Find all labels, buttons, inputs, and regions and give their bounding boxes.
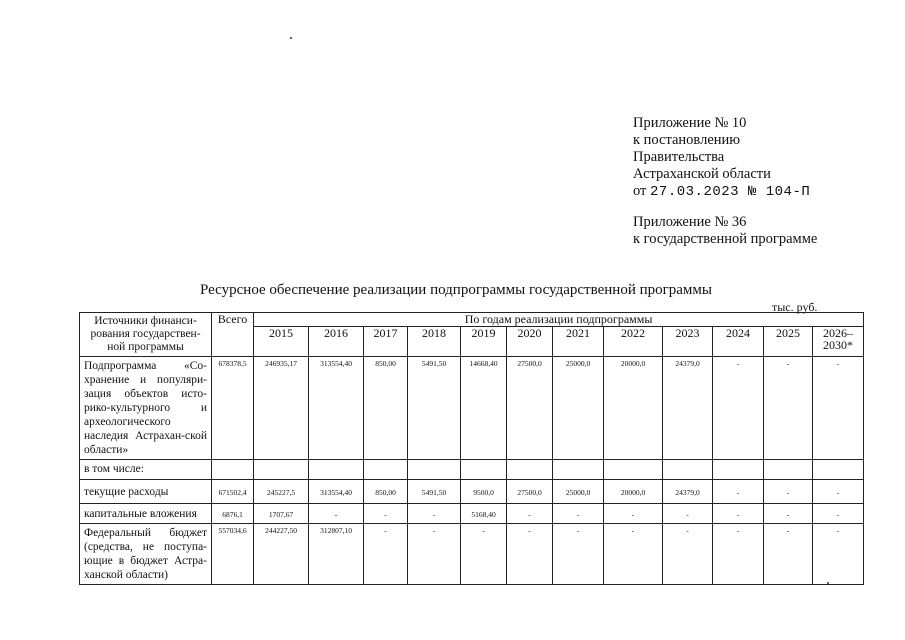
resource-table <box>79 312 864 585</box>
row-value: - <box>713 524 764 585</box>
row-value: 9500,0 <box>461 480 507 504</box>
row-value <box>764 460 813 480</box>
row-value: - <box>309 504 364 524</box>
row-value: 246935,17 <box>254 357 309 460</box>
row-value: - <box>764 357 813 460</box>
row-value: 20000,0 <box>604 480 663 504</box>
row-value: 678378,5 <box>212 357 254 460</box>
header-year: 2026–2030* <box>813 326 864 356</box>
row-value <box>461 460 507 480</box>
appendix-36-block <box>633 214 817 248</box>
header-source: Источники финанси-рования государствен-ной программы <box>80 313 212 357</box>
row-value: - <box>813 357 864 460</box>
row-value: - <box>553 524 604 585</box>
row-label: Подпрограмма «Со-хранение и популяри-зация объектов исто-рико-культурного и археологического наследия Астрахан-ской области» <box>80 357 212 460</box>
date-prefix: от <box>633 183 647 199</box>
header-year: 2022 <box>604 326 663 356</box>
row-value: 25000,0 <box>553 357 604 460</box>
row-value: 312807,10 <box>309 524 364 585</box>
row-value: - <box>461 524 507 585</box>
row-value: - <box>408 504 461 524</box>
row-value: 850,00 <box>364 480 408 504</box>
header-year: 2018 <box>408 326 461 356</box>
appendix-36-title: Приложение № 36 <box>633 214 747 230</box>
row-value: 20000,0 <box>604 357 663 460</box>
row-value <box>507 460 553 480</box>
row-value <box>309 460 364 480</box>
row-value <box>364 460 408 480</box>
row-value: - <box>813 504 864 524</box>
appendix-10-date-line <box>633 183 810 201</box>
header-year: 2020 <box>507 326 553 356</box>
row-value <box>553 460 604 480</box>
row-label: текущие расходы <box>80 480 212 504</box>
row-value <box>663 460 713 480</box>
row-value: - <box>764 504 813 524</box>
header-total: Всего <box>212 313 254 357</box>
row-value: 24379,0 <box>663 357 713 460</box>
header-year: 2019 <box>461 326 507 356</box>
header-year: 2021 <box>553 326 604 356</box>
appendix-10-line2: к постановлению <box>633 132 741 148</box>
row-value: 557034,6 <box>212 524 254 585</box>
row-value: - <box>713 357 764 460</box>
header-year: 2025 <box>764 326 813 356</box>
row-value: - <box>764 524 813 585</box>
appendix-36-line2: к государственной программе <box>633 231 818 247</box>
table-row <box>80 480 864 504</box>
row-value: 5491,50 <box>408 357 461 460</box>
row-value: 14668,40 <box>461 357 507 460</box>
header-year: 2024 <box>713 326 764 356</box>
row-value: 6876,1 <box>212 504 254 524</box>
row-value: 25000,0 <box>553 480 604 504</box>
units-label: тыс. руб. <box>772 300 818 314</box>
row-value <box>713 460 764 480</box>
row-value <box>604 460 663 480</box>
row-label: капитальные вложения <box>80 504 212 524</box>
row-value: - <box>813 524 864 585</box>
header-year: 2017 <box>364 326 408 356</box>
appendix-10-line4: Астраханской области <box>633 166 771 182</box>
table-row <box>80 357 864 460</box>
row-value: 313554,40 <box>309 357 364 460</box>
row-value: - <box>713 480 764 504</box>
row-value: - <box>604 524 663 585</box>
header-year: 2023 <box>663 326 713 356</box>
table-row <box>80 460 864 480</box>
row-value: 245227,5 <box>254 480 309 504</box>
row-value: 850,00 <box>364 357 408 460</box>
row-value: - <box>663 524 713 585</box>
row-value: - <box>604 504 663 524</box>
row-value: 27500,0 <box>507 480 553 504</box>
row-value: 5168,40 <box>461 504 507 524</box>
row-value: - <box>553 504 604 524</box>
row-value: 671502,4 <box>212 480 254 504</box>
table-row <box>80 504 864 524</box>
date-stamp: 27.03.2023 № 104-П <box>650 184 811 200</box>
row-value <box>813 460 864 480</box>
row-value: - <box>764 480 813 504</box>
header-year: 2016 <box>309 326 364 356</box>
row-value: 1707,67 <box>254 504 309 524</box>
document-title: Ресурсное обеспечение реализации подпрограммы государственной программы <box>200 282 712 298</box>
row-value: - <box>813 480 864 504</box>
row-value: - <box>408 524 461 585</box>
row-value: - <box>507 524 553 585</box>
row-value <box>408 460 461 480</box>
row-value: - <box>663 504 713 524</box>
row-value: 27500,0 <box>507 357 553 460</box>
row-value <box>254 460 309 480</box>
row-label: Федеральный бюджет (средства, не поступа-ющие в бюджет Астра-ханской области) <box>80 524 212 585</box>
scan-speck <box>290 37 292 39</box>
scan-speck <box>827 582 829 584</box>
row-value: - <box>364 524 408 585</box>
appendix-10-block <box>633 115 810 201</box>
row-label: в том числе: <box>80 460 212 480</box>
table-row <box>80 524 864 585</box>
header-years-group: По годам реализации подпрограммы <box>254 313 864 327</box>
row-value: - <box>713 504 764 524</box>
header-year: 2015 <box>254 326 309 356</box>
row-value <box>212 460 254 480</box>
appendix-10-title: Приложение № 10 <box>633 115 747 131</box>
row-value: 313554,40 <box>309 480 364 504</box>
row-value: 244227,50 <box>254 524 309 585</box>
appendix-10-line3: Правительства <box>633 149 725 165</box>
row-value: 24379,0 <box>663 480 713 504</box>
row-value: - <box>507 504 553 524</box>
row-value: 5491,50 <box>408 480 461 504</box>
row-value: - <box>364 504 408 524</box>
